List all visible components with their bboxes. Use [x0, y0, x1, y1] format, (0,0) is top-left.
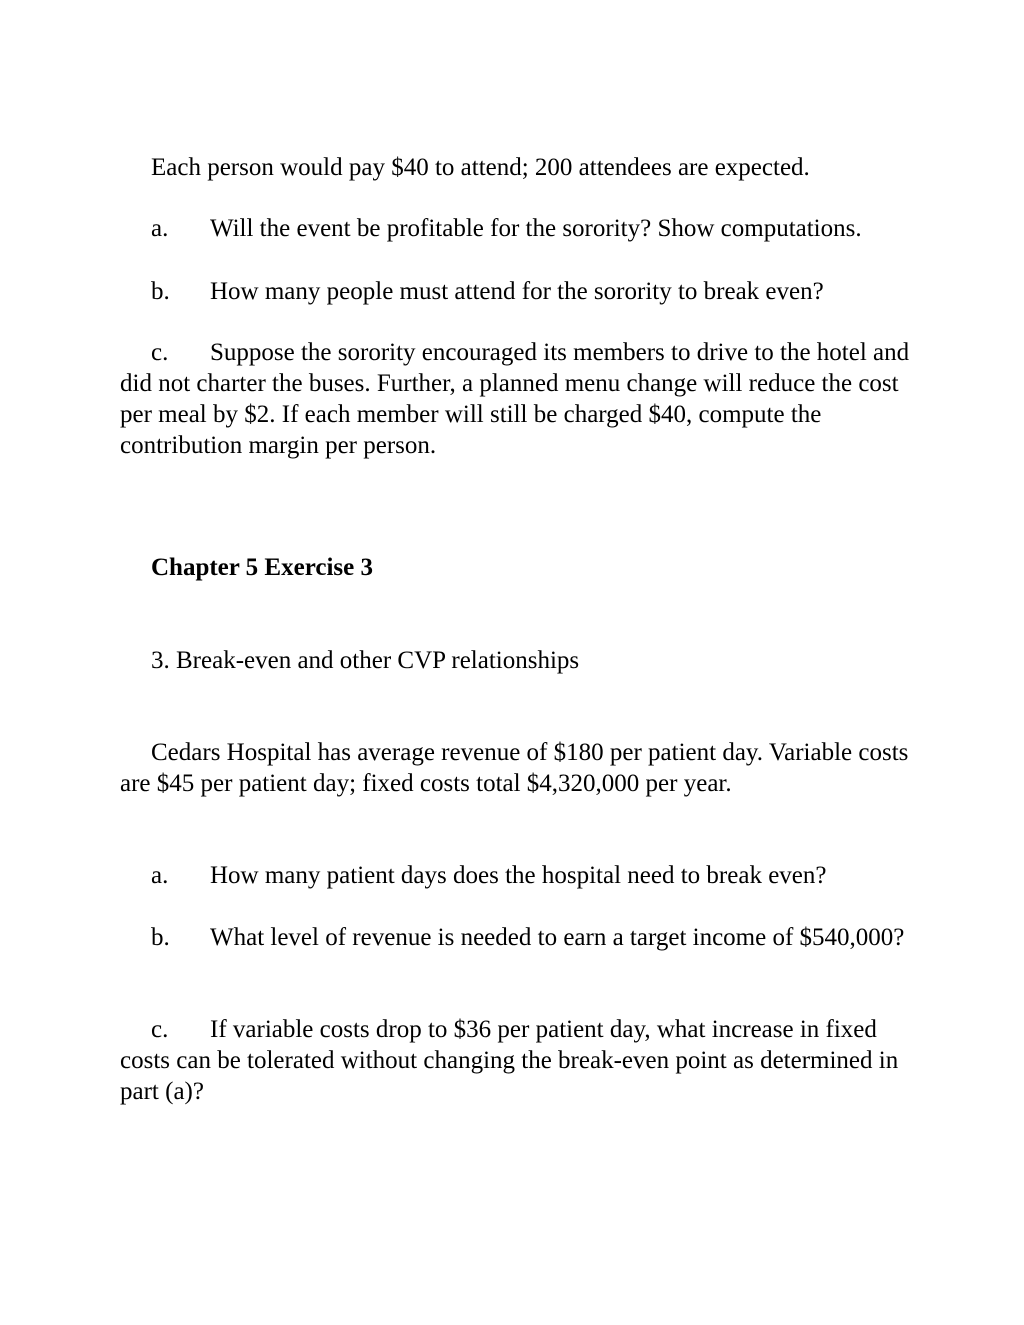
part2-question-b — [120, 922, 910, 953]
question-marker: b. — [151, 278, 170, 305]
part2-question-c — [120, 1014, 910, 1107]
exercise-title: 3. Break-even and other CVP relationships — [151, 647, 580, 674]
question-marker: b. — [151, 924, 170, 951]
question-text: Suppose the sorority encouraged its members to drive to the hotel and did not charter the buses. Further, a planned menu change will reduce the cost per meal by $2. If each member will still be charged $40, compute the contribution margin per person. — [120, 339, 910, 459]
part1-question-c — [120, 337, 910, 461]
question-marker: a. — [151, 862, 169, 889]
part1-question-b — [120, 276, 910, 307]
question-marker: a. — [151, 215, 169, 242]
question-marker: c. — [151, 1016, 169, 1043]
question-text: What level of revenue is needed to earn a target income of $540,000? — [210, 924, 905, 951]
question-text: How many patient days does the hospital need to break even? — [210, 862, 827, 889]
part1-intro: Each person would pay $40 to attend; 200 attendees are expected. — [151, 154, 810, 181]
question-marker: c. — [151, 339, 169, 366]
part2-question-a — [120, 860, 910, 891]
chapter-heading: Chapter 5 Exercise 3 — [151, 554, 373, 581]
part2-intro: Cedars Hospital has average revenue of $180 per patient day. Variable costs are $45 per patient day; fixed costs total $4,320,000 per year. — [120, 739, 909, 797]
question-text: How many people must attend for the sorority to break even? — [210, 278, 824, 305]
part1-question-a — [120, 213, 910, 244]
question-text: If variable costs drop to $36 per patient day, what increase in fixed costs can be tolerated without changing the break-even point as determined in part (a)? — [120, 1016, 899, 1105]
question-text: Will the event be profitable for the sorority? Show computations. — [210, 215, 862, 242]
